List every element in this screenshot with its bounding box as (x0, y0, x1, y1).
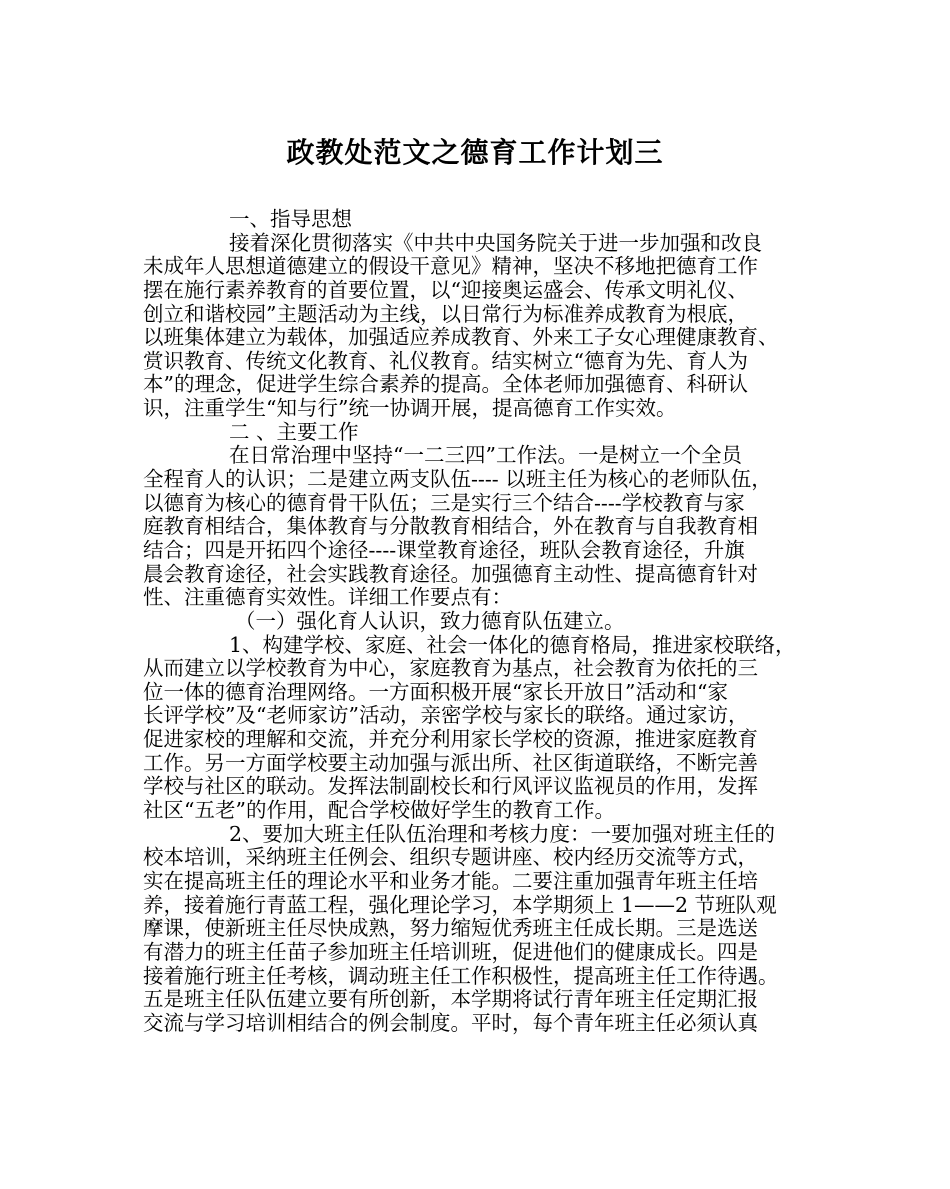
paragraph-line: 晨会教育途径，社会实践教育途径。加强德育主动性、提高德育针对 (143, 561, 758, 586)
paragraph-line: 促进家校的理解和交流，并充分利用家长学校的资源，推进家庭教育 (143, 727, 758, 752)
paragraph-line: 以班集体建立为载体，加强适应养成教育、外来工子女心理健康教育、 (143, 325, 779, 350)
paragraph-line: 接着施行班主任考核，调动班主任工作积极性，提高班主任工作待遇。 (143, 963, 779, 988)
paragraph-line: 1、构建学校、家庭、社会一体化的德育格局，推进家校联络， (229, 632, 796, 657)
paragraph-line: 社区“五老”的作用，配合学校做好学生的教育工作。 (143, 798, 615, 823)
paragraph-line: 实在提高班主任的理论水平和业务才能。二要注重加强青年班主任培 (143, 868, 758, 893)
paragraph-line: 接着深化贯彻落实《中共中央国务院关于进一步加强和改良 (229, 230, 762, 255)
section-heading-guiding-ideology: 一、指导思想 (229, 207, 352, 231)
paragraph-line: 性、注重德育实效性。详细工作要点有： (143, 585, 512, 610)
paragraph-line: 结合；四是开拓四个途径----课堂教育途径，班队会教育途径，升旗 (143, 537, 745, 562)
paragraph-line: 从而建立以学校教育为中心，家庭教育为基点，社会教育为依托的三 (143, 656, 758, 681)
paragraph-line: 以德育为核心的德育骨干队伍；三是实行三个结合----学校教育与家 (143, 490, 745, 515)
paragraph-line: 有潜力的班主任苗子参加班主任培训班，促进他们的健康成长。四是 (143, 939, 758, 964)
paragraph-line: 赏识教育、传统文化教育、礼仪教育。结实树立“德育为先、育人为 (143, 348, 748, 373)
paragraph-line: 识，注重学生“知与行”统一协调开展，提高德育工作实效。 (143, 396, 677, 421)
paragraph-line: 工作。另一方面学校要主动加强与派出所、社区街道联络，不断完善 (143, 750, 758, 775)
paragraph-line: 长评学校”及“老师家访”活动，亲密学校与家长的联络。通过家访， (143, 703, 749, 728)
document-title: 政教处范文之德育工作计划三 (286, 136, 664, 169)
paragraph-line: 2、要加大班主任队伍治理和考核力度：一要加强对班主任的 (229, 821, 776, 846)
paragraph-line: 本”的理念，促进学生综合素养的提高。全体老师加强德育、科研认 (143, 372, 748, 397)
paragraph-line: 庭教育相结合，集体教育与分散教育相结合，外在教育与自我教育相 (143, 514, 758, 539)
paragraph-line: 在日常治理中坚持“一二三四”工作法。一是树立一个全员 (229, 443, 742, 468)
paragraph-line: 摩课，使新班主任尽快成熟，努力缩短优秀班主任成长期。三是选送 (143, 916, 758, 941)
paragraph-line: 交流与学习培训相结合的例会制度。平时，每个青年班主任必须认真 (143, 1010, 758, 1035)
paragraph-line: 全程育人的认识；二是建立两支队伍---- 以班主任为核心的老师队伍， (143, 467, 772, 492)
paragraph-line: 创立和谐校园”主题活动为主线，以日常行为标准养成教育为根底， (143, 301, 748, 326)
document-body (143, 208, 813, 1035)
paragraph-line: 未成年人思想道德建立的假设干意见》精神，坚决不移地把德育工作 (143, 254, 758, 279)
paragraph-line: 养，接着施行青蓝工程，强化理论学习，本学期须上 1——2 节班队观 (143, 892, 777, 917)
section-heading-main-work: 二 、主要工作 (229, 419, 359, 444)
paragraph-line: 摆在施行素养教育的首要位置，以“迎接奥运盛会、传承文明礼仪、 (143, 277, 748, 302)
paragraph-line: 学校与社区的联动。发挥法制副校长和行风评议监视员的作用，发挥 (143, 774, 758, 799)
paragraph-line: 校本培训，采纳班主任例会、组织专题讲座、校内经历交流等方式， (143, 845, 758, 870)
paragraph-line: 位一体的德育治理网络。一方面积极开展“家长开放日”活动和“家 (143, 679, 728, 704)
paragraph-line: 五是班主任队伍建立要有所创新，本学期将试行青年班主任定期汇报 (143, 987, 758, 1012)
subsection-heading: （一）强化育人认识，致力德育队伍建立。 (235, 608, 625, 633)
